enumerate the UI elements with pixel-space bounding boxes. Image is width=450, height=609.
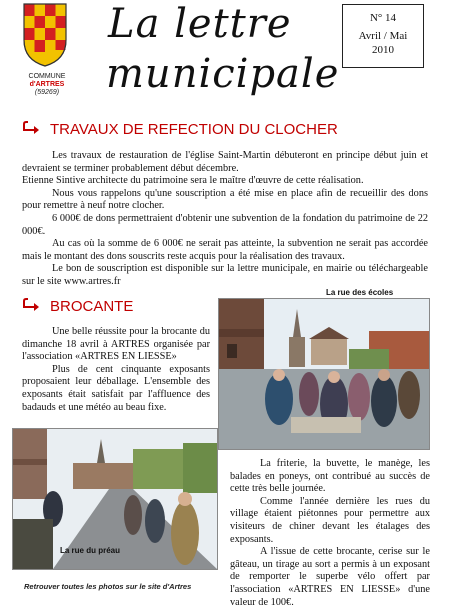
commune-crest-icon [22, 2, 68, 68]
travaux-paragraph: Etienne Sintive architecte du patrimoine sera le maître d'œuvre de cette réalisation. [22, 175, 364, 187]
arrow-right-icon [22, 297, 42, 313]
travaux-paragraph: Le bon de souscription est disponible sur la lettre municipale, en mairie ou téléchargeable sur le site www.artres.fr [22, 263, 428, 287]
travaux-paragraph: Les travaux de restauration de l'église Saint-Martin débuteront en principe début juin et devraient se terminer probablement début décembre. [22, 150, 428, 174]
travaux-paragraph: 6 000€ de dons permettraient d'obtenir une subvention de la fondation du patrimoine de 22 000€. [22, 212, 428, 237]
brocante-paragraph: Une belle réussite pour la brocante du dimanche 18 avril à ARTRES organisée par l'association «ARTRES EN LIESSE» [22, 326, 210, 363]
photo2-caption: La rue du préau [60, 546, 121, 555]
issue-number: N° 14 [369, 12, 397, 24]
brocante-paragraph: Comme l'année dernière les rues du village étaient piétonnes pour permettre aux visiteurs de chiner devant les étalages des exposants. [230, 495, 430, 545]
issue-date: Avril / Mai [358, 30, 408, 42]
brocante-paragraph: Plus de cent cinquante exposants proposaient leur déballage. L'ensemble des exposants était satisfait par l'affluence des badauds et une météo au beau fixe. [22, 363, 210, 413]
newsletter-title-line1: La lettre [108, 1, 292, 47]
town-name: d'ARTRES [29, 81, 65, 88]
brocante-heading [22, 297, 133, 317]
brocante-body-right [230, 458, 430, 609]
photos-footer-note: Retrouver toutes les photos sur le site d'Artres [24, 582, 192, 591]
postcode: (59269) [34, 89, 60, 96]
newsletter-title-line2: municipale [106, 51, 340, 97]
photo1-caption: La rue des écoles [326, 288, 394, 297]
brocante-heading-text: BROCANTE [50, 298, 134, 315]
brocante-paragraph: A l'issue de cette brocante, cerise sur le gâteau, un tirage au sort a permis à un exposant de remporter le superbe vélo offert par l'association «ARTRES EN LIESSE» d'une valeur de 100€. [230, 546, 430, 608]
travaux-paragraph: Nous vous rappelons qu'une souscription a été mise en place afin de recueillir des dons pour remettre à neuf notre clocher. [22, 187, 428, 212]
brocante-body-left [22, 326, 210, 414]
issue-box [342, 4, 424, 68]
issue-year: 2010 [372, 44, 394, 56]
travaux-paragraph: Au cas où la somme de 6 000€ ne serait pas atteinte, la subvention ne serait pas accordée mais le montant des dons souscrits reste acquis pour la réalisation des travaux. [22, 238, 428, 262]
travaux-body [22, 150, 428, 289]
arrow-right-icon [22, 120, 42, 136]
travaux-heading [22, 120, 338, 140]
travaux-heading-text: TRAVAUX DE REFECTION DU CLOCHER [50, 121, 338, 138]
commune-word: COMMUNE [28, 73, 66, 80]
street-market-photo [218, 298, 430, 450]
commune-label [20, 73, 74, 97]
brocante-paragraph: La friterie, la buvette, le manège, les balades en poneys, ont contribué au succès de cette très belle journée. [230, 458, 430, 495]
